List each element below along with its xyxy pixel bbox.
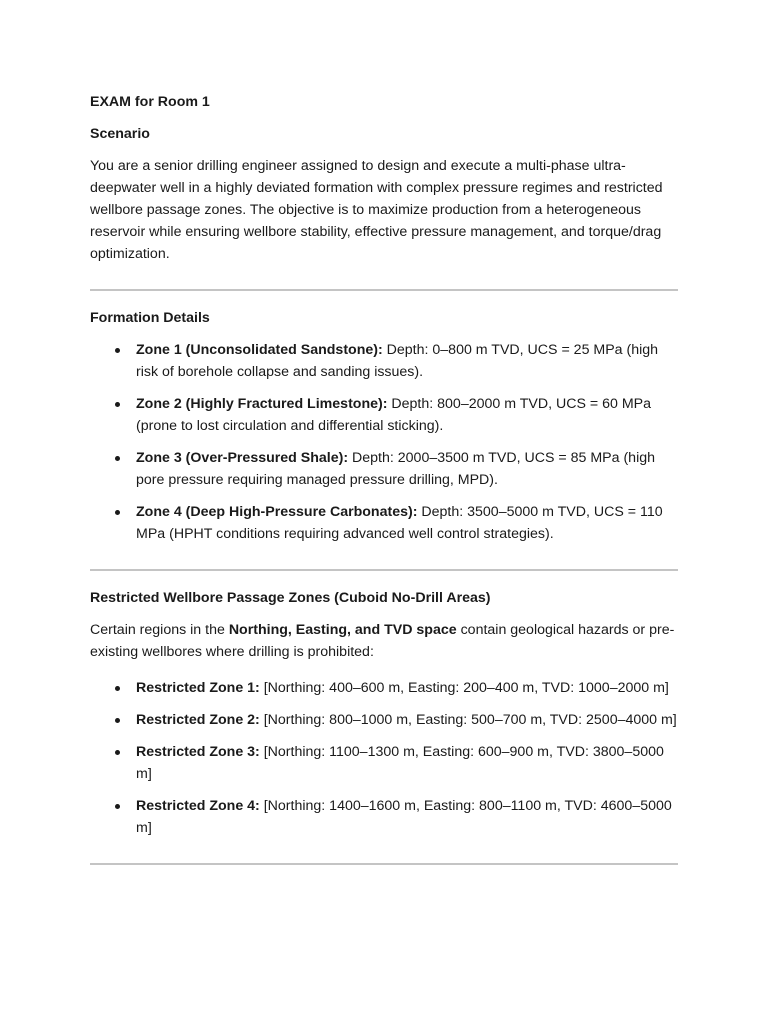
- intro-text-end: contain geological hazards or pre-existing wellbores where drilling is prohibited:: [90, 622, 675, 660]
- section-divider: [90, 863, 678, 865]
- section-divider: [90, 569, 678, 571]
- zone-label: Zone 2 (Highly Fractured Limestone):: [136, 396, 388, 412]
- formation-zone-item: [90, 339, 678, 383]
- scenario-text: You are a senior drilling engineer assigned to design and execute a multi-phase ultra-deepwater well in a highly deviated formation with complex pressure regimes and restricted wellbore passage zones. The objective is to maximize production from a heterogeneous reservoir while ensuring wellbore stability, effective pressure management, and torque/drag optimization.: [90, 158, 663, 262]
- exam-heading: EXAM for Room 1: [90, 94, 210, 110]
- restricted-zone-label: Restricted Zone 2:: [136, 712, 260, 728]
- restricted-zone-text: [Northing: 1400–1600 m, Easting: 800–1100 m, TVD: 4600–5000 m]: [136, 798, 672, 836]
- restricted-intro: [90, 619, 678, 663]
- zone-label: Zone 4 (Deep High-Pressure Carbonates):: [136, 504, 418, 520]
- restricted-zone-text: [Northing: 800–1000 m, Easting: 500–700 m, TVD: 2500–4000 m]: [259, 712, 677, 728]
- zone-label: Zone 3 (Over-Pressured Shale):: [136, 450, 349, 466]
- zone-text: Depth: 2000–3500 m TVD, UCS = 85 MPa (high pore pressure requiring managed pressure drilling, MPD).: [136, 450, 656, 488]
- formation-zone-item: [90, 393, 678, 437]
- zone-text: Depth: 3500–5000 m TVD, UCS = 110 MPa (HPHT conditions requiring advanced well control strategies).: [136, 504, 663, 542]
- formation-zone-item: [90, 447, 678, 491]
- restricted-zone-text: [Northing: 1100–1300 m, Easting: 600–900 m, TVD: 3800–5000 m]: [136, 744, 664, 782]
- restricted-zone-item: [90, 677, 678, 699]
- restricted-title: Restricted Wellbore Passage Zones (Cuboid No-Drill Areas): [90, 590, 491, 606]
- formation-zone-item: [90, 501, 678, 545]
- restricted-zone-label: Restricted Zone 4:: [136, 798, 260, 814]
- restricted-zone-item: [90, 741, 678, 785]
- restricted-zone-list: [90, 677, 678, 839]
- zone-label: Zone 1 (Unconsolidated Sandstone):: [136, 342, 383, 358]
- restricted-zone-text: [Northing: 400–600 m, Easting: 200–400 m, TVD: 1000–2000 m]: [259, 680, 669, 696]
- formation-title: Formation Details: [90, 310, 210, 326]
- zone-text: Depth: 0–800 m TVD, UCS = 25 MPa (high risk of borehole collapse and sanding issues).: [136, 342, 659, 380]
- restricted-zone-item: [90, 795, 678, 839]
- section-divider: [90, 289, 678, 291]
- restricted-zone-label: Restricted Zone 1:: [136, 680, 260, 696]
- restricted-zone-item: [90, 709, 678, 731]
- intro-bold-text: Northing, Easting, and TVD space: [228, 622, 457, 638]
- intro-text: Certain regions in the: [90, 622, 229, 638]
- zone-text: Depth: 800–2000 m TVD, UCS = 60 MPa (prone to lost circulation and differential sticking).: [136, 396, 651, 434]
- document-content: [90, 91, 678, 881]
- formation-zone-list: [90, 339, 678, 545]
- scenario-title: Scenario: [90, 126, 150, 142]
- restricted-zone-label: Restricted Zone 3:: [136, 744, 260, 760]
